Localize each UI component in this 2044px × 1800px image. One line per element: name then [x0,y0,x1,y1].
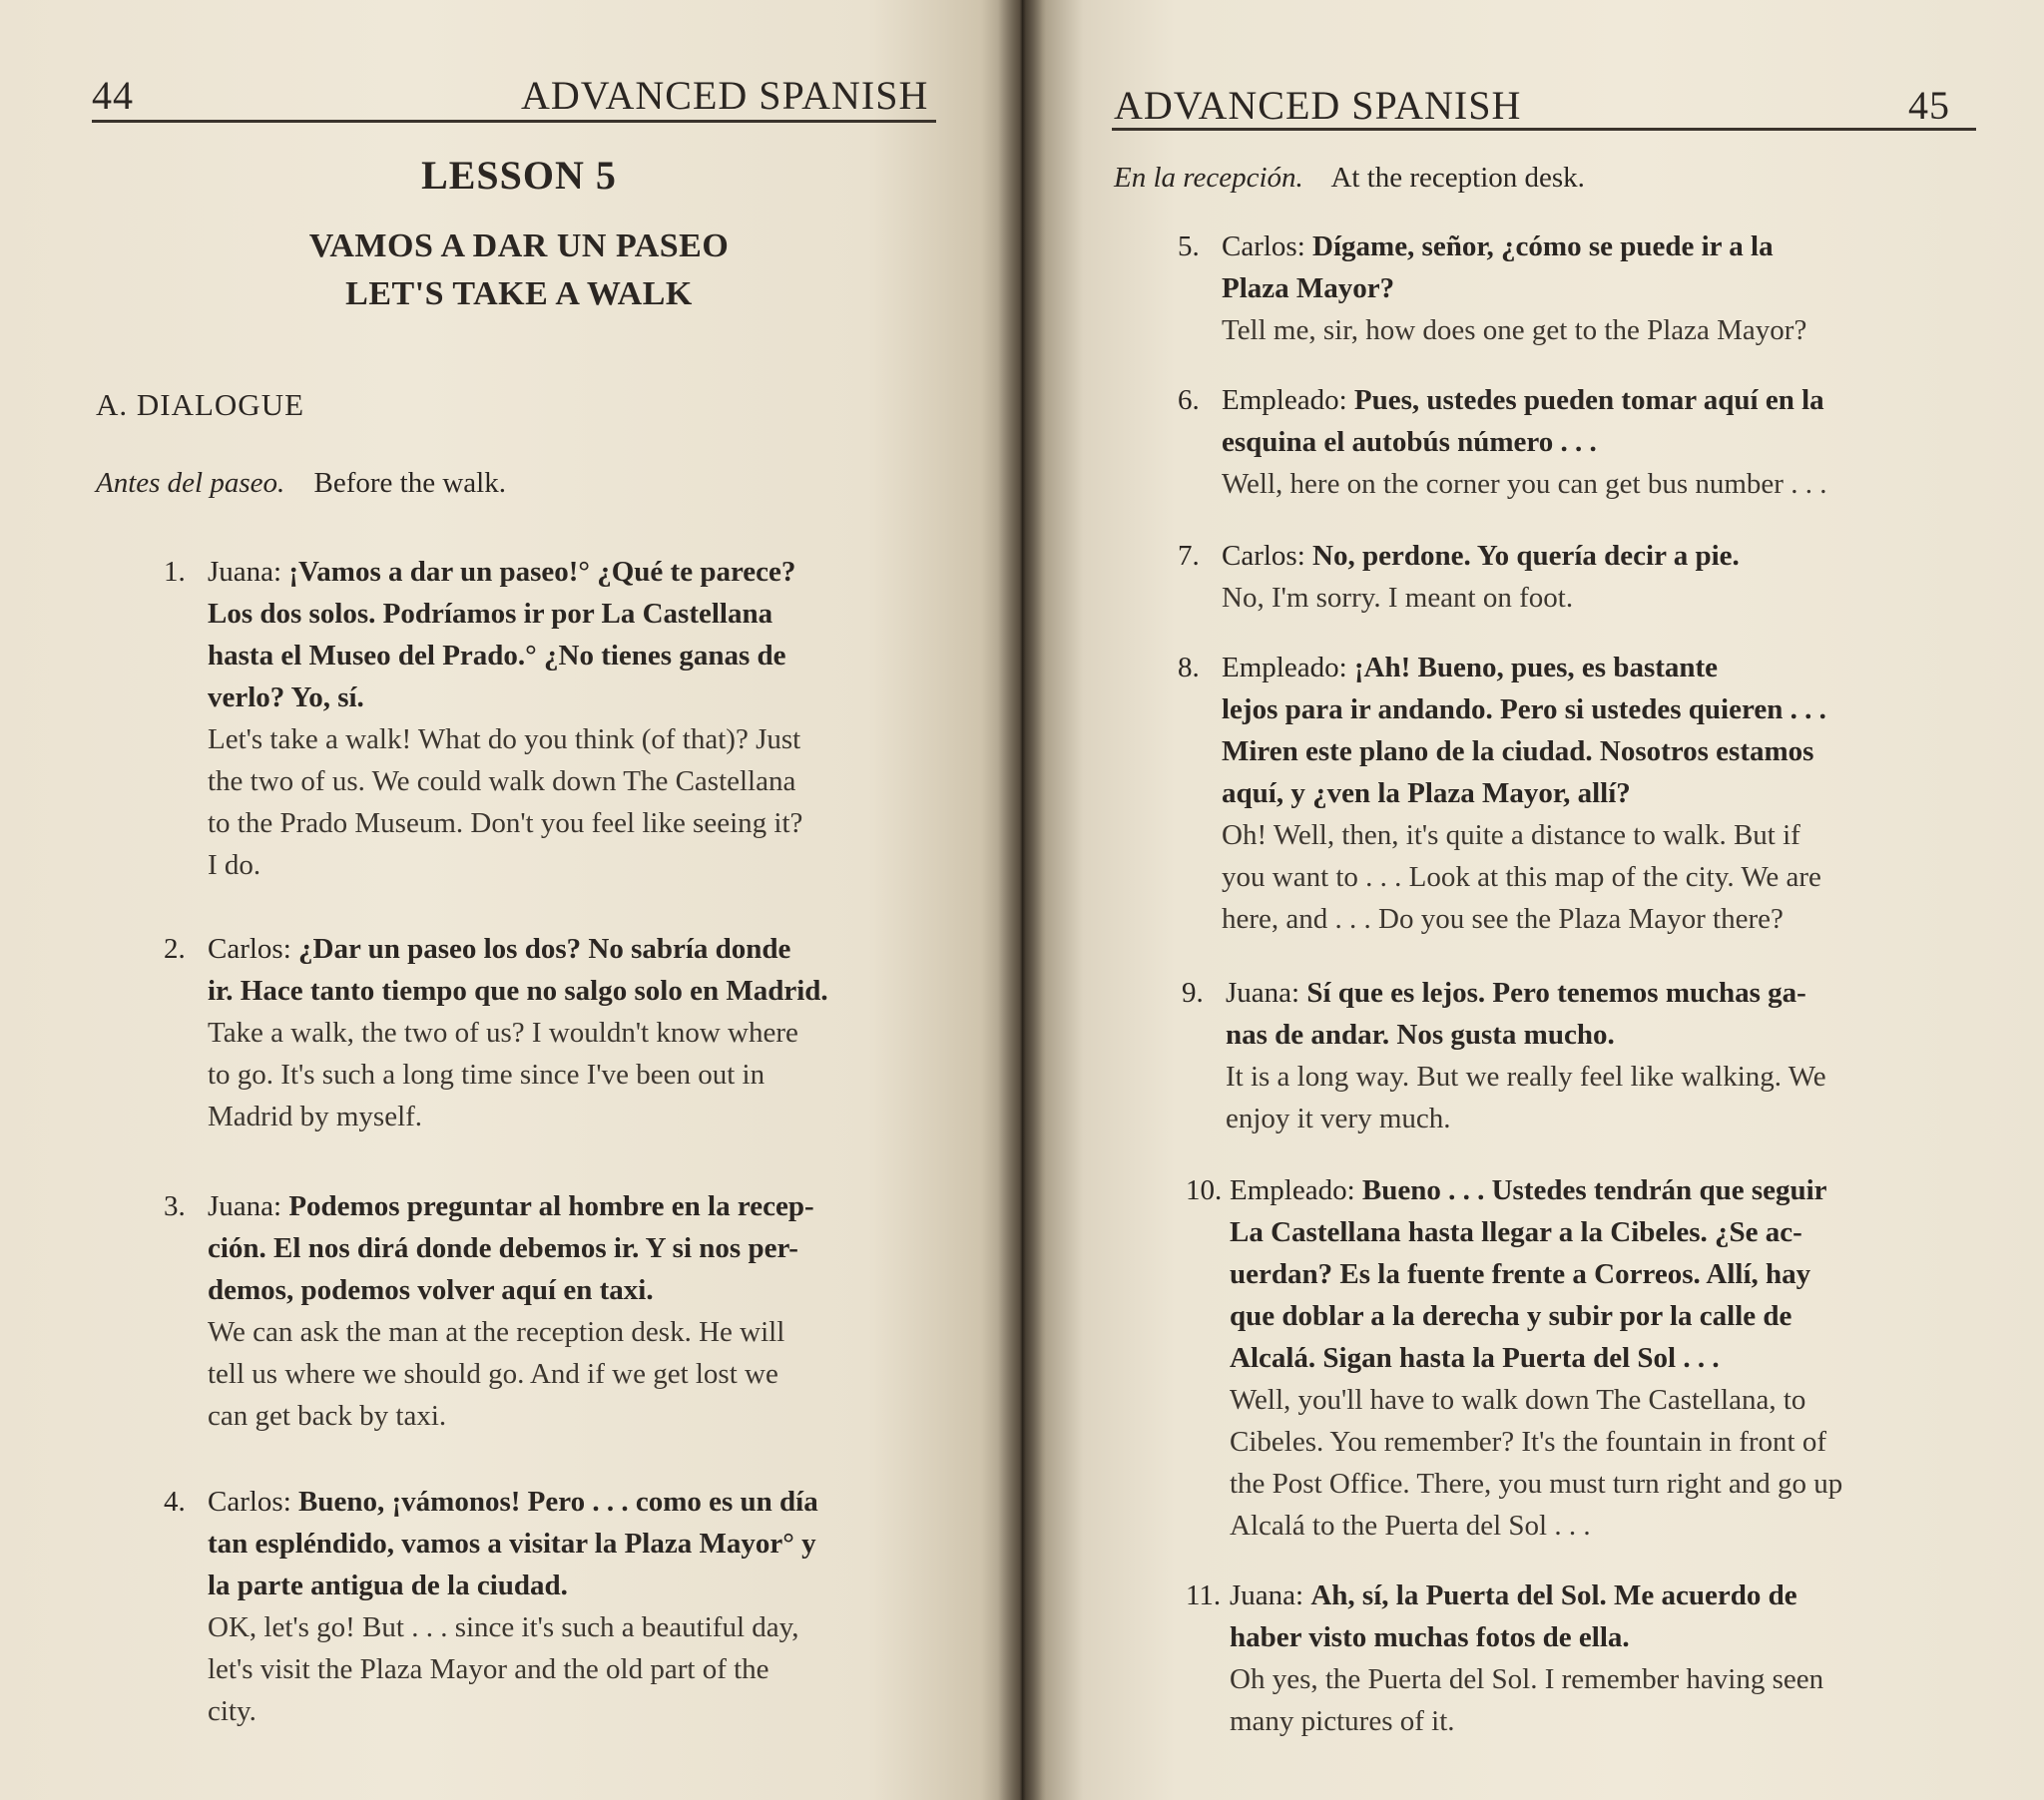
spanish-line-text: uerdan? Es la fuente frente a Correos. Allí, hay [1230,1258,1811,1290]
spanish-line [1222,421,1980,463]
scene-english: At the reception desk. [1330,162,1585,194]
english-line: Well, you'll have to walk down The Castellana, to [1230,1384,1806,1416]
spanish-line-text: ¡Ah! Bueno, pues, es bastante [1353,652,1719,683]
entry-number: 3. [164,1190,186,1222]
spanish-line-text: haber visto muchas fotos de ella. [1230,1621,1630,1653]
english-line: It is a long way. But we really feel like walking. We [1226,1061,1826,1093]
entry-number: 7. [1178,540,1200,572]
english-line: Tell me, sir, how does one get to the Plaza Mayor? [1222,314,1807,346]
spanish-line [1222,267,1980,309]
spanish-text [208,1481,938,1606]
spanish-text [208,551,938,718]
english-line: I do. [208,849,261,881]
english-line: city. [208,1695,256,1727]
spanish-line [1222,772,1980,814]
english-translation [1226,1056,1984,1139]
entry-number: 8. [1178,652,1200,683]
english-line: No, I'm sorry. I meant on foot. [1222,582,1574,614]
spanish-line [208,1269,938,1311]
spanish-line-text: Alcalá. Sigan hasta la Puerta del Sol . . . [1230,1342,1720,1374]
dialogue-entry [164,1481,938,1732]
speaker-name: Juana: [1230,1579,1304,1611]
speaker-name: Juana: [1226,977,1300,1009]
scene-line [96,467,506,500]
spanish-line [1226,972,1984,1014]
spanish-line-text: demos, podemos volver aquí en taxi. [208,1274,654,1306]
english-translation [208,1012,938,1137]
scene-spanish: Antes del paseo. [96,467,285,499]
spanish-text [208,928,938,1012]
running-head: ADVANCED SPANISH [521,73,929,118]
spanish-line [1230,1169,1988,1211]
spanish-line [1222,730,1980,772]
dialogue-entry [1178,647,1980,940]
entry-number: 11. [1186,1579,1222,1611]
book-spine-shadow [998,0,1046,1800]
spanish-line [1230,1211,1988,1253]
spanish-line-text: aquí, y ¿ven la Plaza Mayor, allí? [1222,777,1631,809]
page-number: 44 [92,73,134,118]
title-spanish: VAMOS A DAR UN PASEO [308,227,730,264]
spanish-line-text: ir. Hace tanto tiempo que no salgo solo en Madrid. [208,975,828,1007]
spanish-line [1230,1575,1988,1616]
spanish-line-text: lejos para ir andando. Pero si ustedes quieren . . . [1222,693,1826,725]
spanish-text [208,1185,938,1311]
spanish-line [208,635,938,676]
section-heading: A. DIALOGUE [96,387,305,422]
spanish-line-text: La Castellana hasta llegar a la Cibeles. ¿Se ac- [1230,1216,1802,1248]
english-line: you want to . . . Look at this map of the city. We are [1222,861,1821,893]
spanish-line [208,1227,938,1269]
english-line: Take a walk, the two of us? I wouldn't know where [208,1017,798,1049]
english-line: here, and . . . Do you see the Plaza Mayor there? [1222,903,1784,935]
spanish-line [208,551,938,593]
spanish-line-text: ción. El nos dirá donde debemos ir. Y si nos per- [208,1232,798,1264]
english-line: Let's take a walk! What do you think (of that)? Just [208,723,801,755]
spanish-line-text: Miren este plano de la ciudad. Nosotros estamos [1222,735,1814,767]
speaker-name: Carlos: [208,1486,291,1518]
speaker-name: Empleado: [1222,652,1347,683]
spanish-line [208,1481,938,1523]
entry-number: 10. [1186,1174,1223,1206]
speaker-name: Empleado: [1230,1174,1355,1206]
header-rule [1112,128,1976,131]
spanish-line-text: verlo? Yo, sí. [208,681,364,713]
spanish-line-text: Dígame, señor, ¿cómo se puede ir a la [1312,230,1774,262]
dialogue-entry [1182,972,1984,1139]
speaker-name: Empleado: [1222,384,1347,416]
spanish-line [1222,647,1980,688]
english-line: Alcalá to the Puerta del Sol . . . [1230,1510,1591,1542]
english-line: Oh yes, the Puerta del Sol. I remember having seen [1230,1663,1824,1695]
scene-english: Before the walk. [313,467,506,499]
spanish-line [208,676,938,718]
spanish-line [208,1565,938,1606]
running-head: ADVANCED SPANISH [1114,83,1522,128]
spanish-line-text: tan espléndido, vamos a visitar la Plaza Mayor° y [208,1528,816,1560]
spanish-line-text: No, perdone. Yo quería decir a pie. [1312,540,1740,572]
spanish-line-text: Los dos solos. Podríamos ir por La Castellana [208,598,773,630]
spanish-line-text: hasta el Museo del Prado.° ¿No tienes ganas de [208,640,786,672]
speaker-name: Carlos: [1222,230,1305,262]
english-line: OK, let's go! But . . . since it's such a beautiful day, [208,1611,799,1643]
dialogue-entry [1178,535,1980,619]
header-rule [92,120,936,123]
english-line: the two of us. We could walk down The Castellana [208,765,796,797]
spanish-line-text: que doblar a la derecha y subir por la calle de [1230,1300,1792,1332]
dialogue-entry [164,928,938,1137]
spanish-line [208,1185,938,1227]
speaker-name: Juana: [208,1190,282,1222]
english-line: many pictures of it. [1230,1705,1455,1737]
spanish-line [1222,535,1980,577]
spanish-text [1222,535,1980,577]
lesson-heading: LESSON 5 [421,153,617,198]
spanish-line-text: Plaza Mayor? [1222,272,1395,304]
speaker-name: Carlos: [1222,540,1305,572]
english-line: Well, here on the corner you can get bus number . . . [1222,468,1827,500]
spanish-text [1230,1575,1988,1658]
speaker-name: Carlos: [208,933,291,965]
english-line: Cibeles. You remember? It's the fountain in front of [1230,1426,1826,1458]
spanish-text [1230,1169,1988,1379]
spanish-line-text: nas de andar. Nos gusta mucho. [1226,1019,1615,1051]
entry-number: 4. [164,1486,186,1518]
english-line: the Post Office. There, you must turn right and go up [1230,1468,1843,1500]
english-translation [1230,1658,1988,1742]
spanish-line [208,928,938,970]
dialogue-entry [1186,1169,1988,1547]
spanish-line-text: Bueno . . . Ustedes tendrán que seguir [1361,1174,1827,1206]
dialogue-entry [1178,379,1980,505]
english-translation [1230,1379,1988,1547]
english-line: Oh! Well, then, it's quite a distance to walk. But if [1222,819,1800,851]
spanish-line-text: Pues, ustedes pueden tomar aquí en la [1353,384,1824,416]
entry-number: 5. [1178,230,1200,262]
entry-number: 1. [164,556,186,588]
spanish-text [1226,972,1984,1056]
spanish-line [1222,225,1980,267]
spanish-line-text: la parte antigua de la ciudad. [208,1570,568,1601]
english-translation [208,1606,938,1732]
english-line: to the Prado Museum. Don't you feel like seeing it? [208,807,803,839]
english-translation [208,718,938,886]
dialogue-entry [1186,1575,1988,1742]
english-line: let's visit the Plaza Mayor and the old part of the [208,1653,769,1685]
spanish-text [1222,225,1980,309]
spanish-text [1222,647,1980,814]
spanish-line [208,1523,938,1565]
english-line: tell us where we should go. And if we get lost we [208,1358,778,1390]
spanish-line [208,593,938,635]
spanish-line [208,970,938,1012]
dialogue-entry [164,1185,938,1437]
right-page [1022,0,2044,1800]
spanish-line [1230,1337,1988,1379]
spanish-line-text: ¿Dar un paseo los dos? No sabría donde [298,933,791,965]
spanish-line-text: Ah, sí, la Puerta del Sol. Me acuerdo de [1310,1579,1797,1611]
spanish-line-text: Bueno, ¡vámonos! Pero . . . como es un día [298,1486,818,1518]
english-line: Madrid by myself. [208,1101,423,1132]
dialogue-entry [164,551,938,886]
spanish-line [1222,379,1980,421]
spanish-line-text: ¡Vamos a dar un paseo!° ¿Qué te parece? [288,556,796,588]
english-line: enjoy it very much. [1226,1103,1451,1134]
page-number: 45 [1908,83,1950,128]
dialogue-entry [1178,225,1980,351]
english-translation [1222,309,1980,351]
english-line: can get back by taxi. [208,1400,447,1432]
english-line: We can ask the man at the reception desk. He will [208,1316,785,1348]
spanish-line [1230,1616,1988,1658]
spanish-line [1226,1014,1984,1056]
entry-number: 9. [1182,977,1204,1009]
scene-line [1114,162,1585,195]
spanish-line-text: Podemos preguntar al hombre en la recep- [288,1190,814,1222]
speaker-name: Juana: [208,556,282,588]
scene-spanish: En la recepción. [1114,162,1303,194]
english-translation [1222,577,1980,619]
english-line: to go. It's such a long time since I've been out in [208,1059,766,1091]
title-english: LET'S TAKE A WALK [345,275,693,312]
entry-number: 6. [1178,384,1200,416]
spanish-line-text: esquina el autobús número . . . [1222,426,1597,458]
english-translation [1222,814,1980,940]
spanish-line [1230,1253,1988,1295]
spanish-line [1222,688,1980,730]
english-translation [1222,463,1980,505]
spanish-line [1230,1295,1988,1337]
entry-number: 2. [164,933,186,965]
spanish-text [1222,379,1980,463]
english-translation [208,1311,938,1437]
spanish-line-text: Sí que es lejos. Pero tenemos muchas ga- [1306,977,1806,1009]
